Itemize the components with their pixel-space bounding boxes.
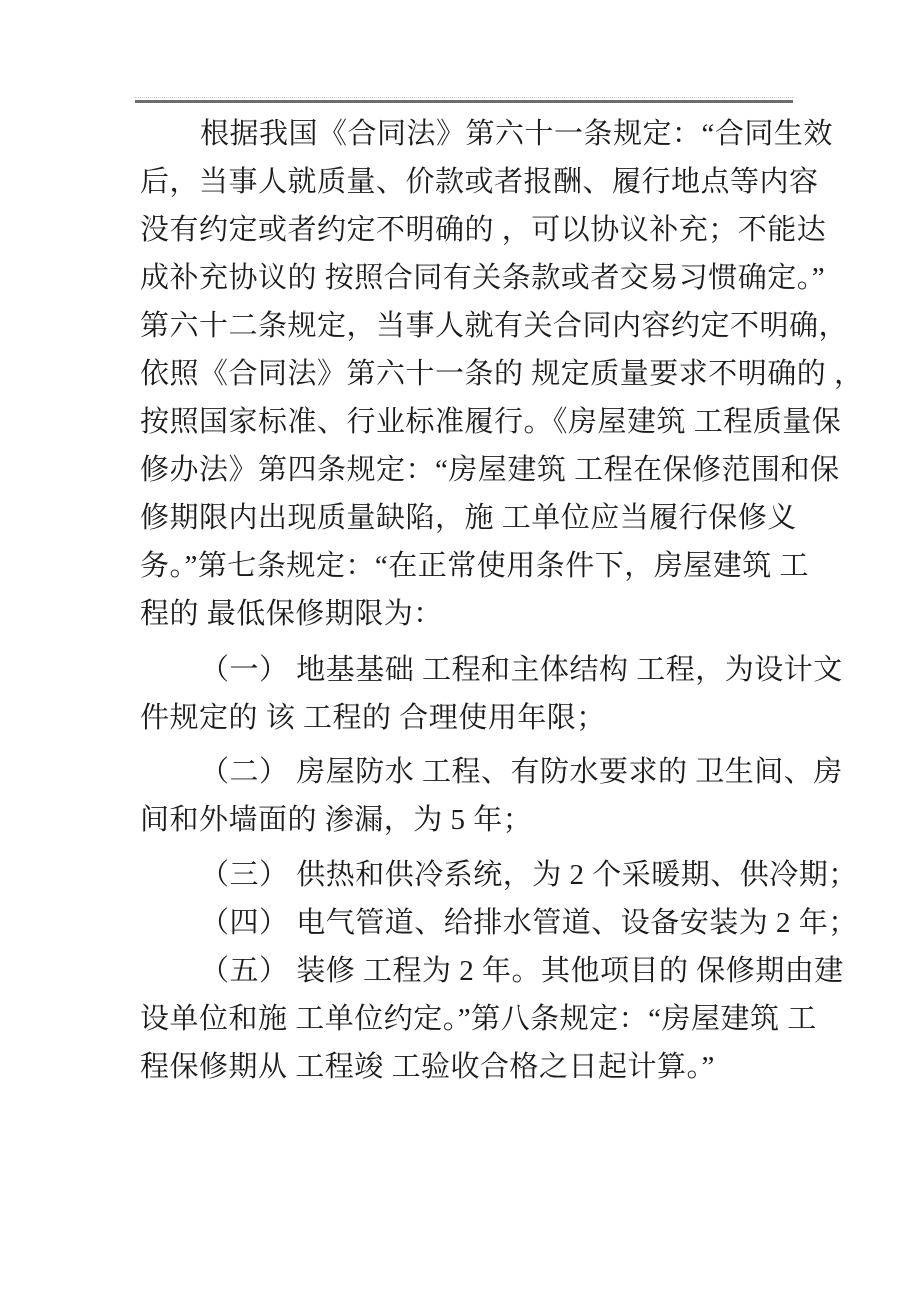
header-solid-line — [135, 100, 793, 103]
text-line: （三） 供热和供冷系统，为 2 个采暖期、供冷期； — [200, 859, 858, 891]
text-line: 务。”第七条规定：“在正常使用条件下，房屋建筑 工 — [140, 550, 809, 582]
header-separator — [135, 97, 793, 103]
text-line: 间和外墙面的 渗漏，为 5 年； — [140, 804, 533, 836]
text-line: 程保修期从 工程竣 工验收合格之日起计算。” — [140, 1051, 715, 1083]
text-line: 修办法》第四条规定：“房屋建筑 工程在保修范围和保 — [140, 454, 840, 486]
text-line: （一） 地基基础 工程和主体结构 工程，为设计文 — [200, 654, 843, 686]
paragraph-item-3 — [140, 851, 858, 899]
text-line: （二） 房屋防水 工程、有防水要求的 卫生间、房 — [200, 756, 843, 788]
text-line: 修期限内出现质量缺陷，施 工单位应当履行保修义 — [140, 502, 797, 534]
text-line: 设单位和施 工单位约定。”第八条规定：“房屋建筑 工 — [140, 1003, 817, 1035]
header-dotted-line — [135, 97, 793, 98]
text-line: 第六十二条规定，当事人就有关合同内容约定不明确， — [140, 310, 849, 342]
text-line: 按照国家标准、行业标准履行。《房屋建筑 工程质量保 — [140, 406, 842, 438]
paragraph-item-1 — [140, 646, 843, 742]
paragraph-item-2 — [140, 748, 843, 844]
text-line: 成补充协议的 按照合同有关条款或者交易习惯确定。” — [140, 262, 826, 294]
paragraph-item-4 — [140, 899, 858, 947]
text-line: 件规定的 该 工程的 合理使用年限； — [140, 702, 606, 734]
text-line: （五） 装修 工程为 2 年。其他项目的 保修期由建 — [200, 955, 844, 987]
text-line: （四） 电气管道、给排水管道、设备安装为 2 年； — [200, 907, 858, 939]
text-line: 没有约定或者约定不明确的 ，可以协议补充；不能达 — [140, 214, 827, 246]
text-line: 后，当事人就质量、价款或者报酬、履行地点等内容 — [140, 166, 819, 198]
document-body — [140, 110, 864, 1091]
text-line: 程的 最低保修期限为： — [140, 598, 443, 630]
text-line: 根据我国《合同法》第六十一条规定：“合同生效 — [200, 118, 833, 150]
paragraph-item-5 — [140, 947, 844, 1091]
paragraph-intro — [140, 110, 864, 638]
text-line: 依照《合同法》第六十一条的 规定质量要求不明确的 ， — [140, 358, 864, 390]
